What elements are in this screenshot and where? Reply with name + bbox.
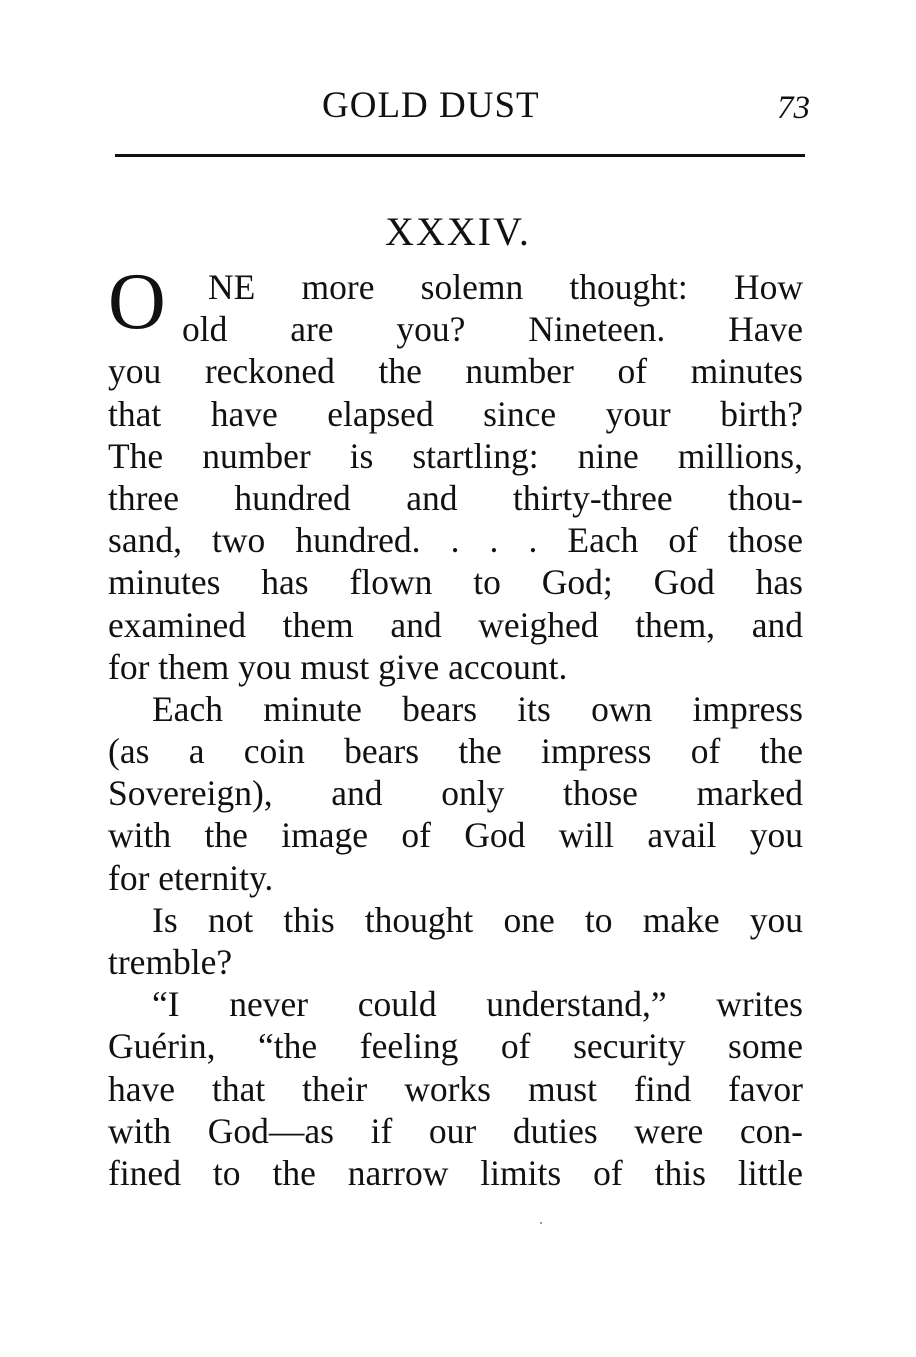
text-line: that have elapsed since your birth? xyxy=(108,393,803,434)
text-line: minutes has flown to God; God has xyxy=(108,562,803,603)
text-line: for them you must give account. xyxy=(108,646,568,687)
text-line: three hundred and thirty-three thou- xyxy=(108,477,803,518)
text-line: Sovereign), and only those marked xyxy=(108,773,803,814)
text-line: Is not this thought one to make you xyxy=(152,899,803,940)
text-line: (as a coin bears the impress of the xyxy=(108,731,803,772)
text-line: you reckoned the number of minutes xyxy=(108,351,803,392)
text-line: examined them and weighed them, and xyxy=(108,604,803,645)
body-text xyxy=(108,266,803,1194)
text-line: old are you? Nineteen. Have xyxy=(182,309,803,350)
header-rule xyxy=(115,154,805,157)
drop-cap: O xyxy=(108,258,166,346)
text-line: Guérin, “the feeling of security some xyxy=(108,1026,803,1067)
text-line: have that their works must find favor xyxy=(108,1068,803,1109)
text-line: with God—as if our duties were con- xyxy=(108,1110,803,1151)
text-line: for eternity. xyxy=(108,857,274,898)
text-line: “I never could understand,” writes xyxy=(152,984,803,1025)
chapter-heading: XXXIV. xyxy=(385,209,531,254)
page-number: 73 xyxy=(777,90,810,126)
text-line: tremble? xyxy=(108,942,233,982)
text-line: with the image of God will avail you xyxy=(108,815,803,856)
text-line: sand, two hundred. . . . Each of those xyxy=(108,520,803,561)
text-line: fined to the narrow limits of this little xyxy=(108,1152,803,1193)
print-speck xyxy=(540,1222,542,1224)
text-line: The number is startling: nine millions, xyxy=(108,435,803,476)
running-title: GOLD DUST xyxy=(322,85,540,126)
text-line: NE more solemn thought: How xyxy=(208,267,803,307)
text-line: Each minute bears its own impress xyxy=(152,688,803,729)
